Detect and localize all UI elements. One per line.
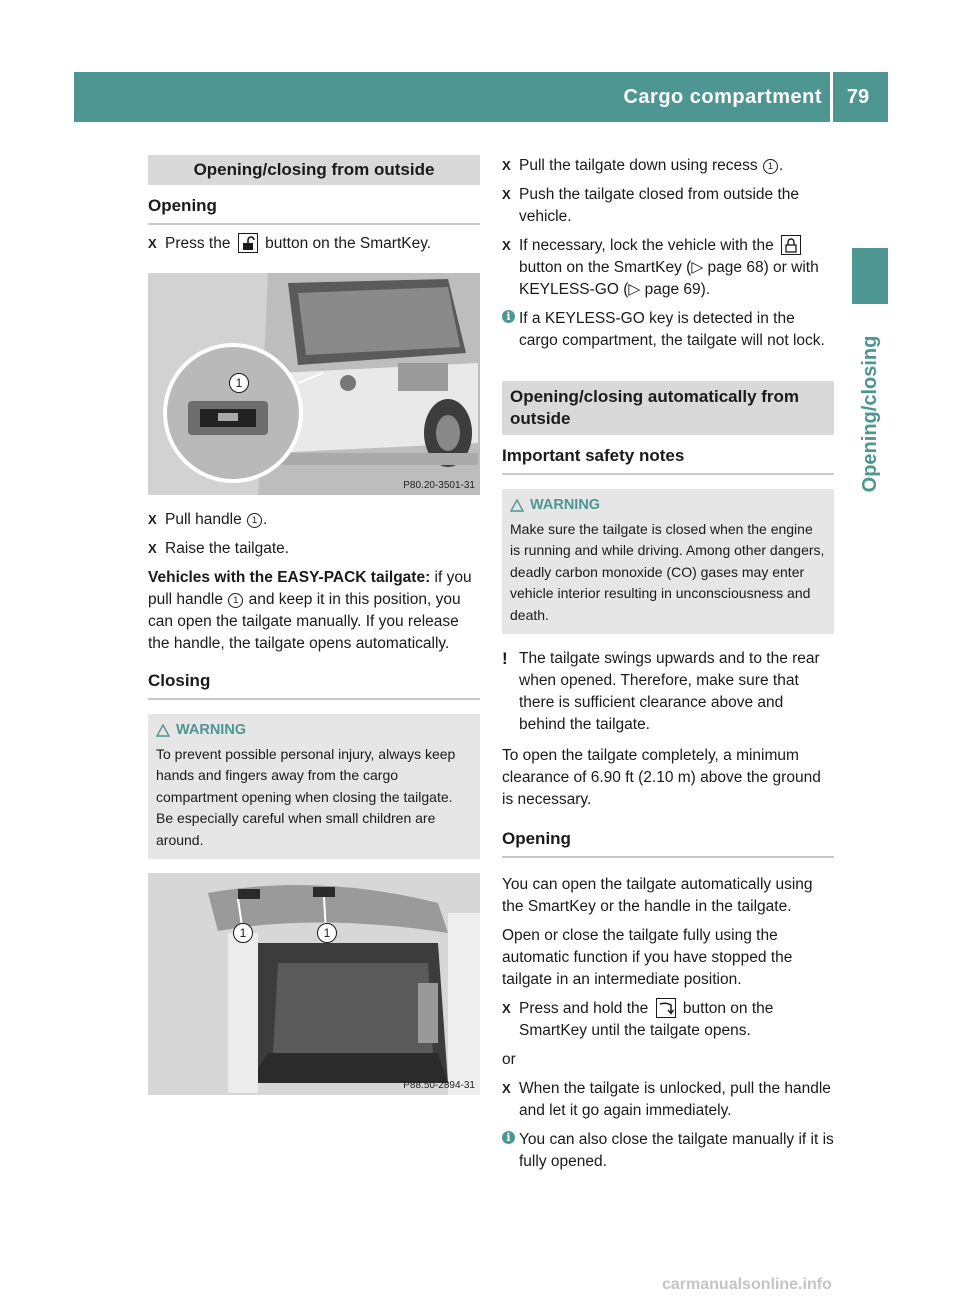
- info-icon: i: [502, 310, 515, 323]
- step-pull-down: X Pull the tailgate down using recess 1 .: [502, 157, 784, 174]
- step-marker: X: [148, 236, 157, 251]
- side-chapter-label: Opening/closing: [859, 335, 881, 493]
- section-title-automatic: Opening/closing automatically from outside: [502, 381, 834, 435]
- caution-icon: !: [502, 649, 508, 668]
- subheading-opening: Opening: [148, 195, 480, 225]
- easy-pack-paragraph: Vehicles with the EASY-PACK tailgate: if you pull handle 1 and keep it in this position, you can open the tailgate manually. If you release the handle, the tailgate opens automatically.: [148, 569, 472, 652]
- callout-1: 1: [247, 513, 262, 528]
- photo-open-tailgate: [148, 873, 480, 1095]
- step-lock-vehicle: X If necessary, lock the vehicle with the button on the SmartKey (▷ page 68) or with KEYLESS-GO (▷ page 69).: [502, 237, 819, 298]
- clearance-paragraph: To open the tailgate completely, a minimum clearance of 6.90 ft (2.10 m) above the ground is necessary.: [502, 747, 821, 808]
- watermark: carmanualsonline.info: [662, 1276, 832, 1293]
- right-column: [502, 155, 834, 1182]
- step-press-hold: X Press and hold the button on the SmartKey until the tailgate opens.: [502, 1000, 774, 1039]
- info-keyless-go: i If a KEYLESS-GO key is detected in the cargo compartment, the tailgate will not lock.: [502, 308, 834, 352]
- warning-box-closing: [148, 714, 480, 859]
- side-tab-marker: [852, 248, 888, 304]
- image-code: P80.20-3501-31: [403, 480, 475, 491]
- step-push-closed: X Push the tailgate closed from outside the vehicle.: [502, 186, 800, 225]
- tailgate-key-icon: [656, 998, 676, 1018]
- info-icon: i: [502, 1131, 515, 1144]
- callout-1-right: 1: [317, 923, 337, 943]
- caution-clearance: ! The tailgate swings upwards and to the rear when opened. Therefore, make sure that there is sufficient clearance above and behind the tailgate.: [502, 649, 820, 733]
- warning-text: To prevent possible personal injury, always keep hands and fingers away from the cargo compartment opening when closing the tailgate. Be especially careful when small children are around.: [156, 745, 456, 848]
- info-close-manually: i You can also close the tailgate manually if it is fully opened.: [502, 1129, 834, 1173]
- warning-box-co: [502, 489, 834, 634]
- header-section-title: Cargo compartment: [623, 86, 822, 108]
- header-separator: [830, 72, 833, 122]
- photo-tailgate-handle: [148, 273, 480, 495]
- warning-triangle-icon: [510, 499, 524, 512]
- open-close-paragraph: Open or close the tailgate fully using the automatic function if you have stopped the tailgate in an intermediate position.: [502, 927, 793, 988]
- open-auto-paragraph: You can open the tailgate automatically using the SmartKey or the handle in the tailgate.: [502, 876, 813, 915]
- warning-text: Make sure the tailgate is closed when the engine is running and while driving. Among other dangers, deadly carbon monoxide (CO) gases may enter vehicle interior resulting in unconsciousness and death.: [510, 520, 825, 623]
- step-pull-handle: X Pull handle 1 .: [148, 511, 268, 528]
- or-text: or: [502, 1051, 516, 1068]
- image-code: P88.50-2894-31: [403, 1080, 475, 1091]
- step-pull-handle-release: X When the tailgate is unlocked, pull the handle and let it go again immediately.: [502, 1080, 831, 1119]
- left-column: [148, 155, 480, 1095]
- subheading-closing: Closing: [148, 670, 480, 700]
- subheading-opening-auto: Opening: [502, 828, 834, 858]
- page-number: 79: [846, 86, 870, 108]
- subheading-safety-notes: Important safety notes: [502, 445, 834, 475]
- callout-1: 1: [229, 373, 249, 393]
- section-title-opening-closing-outside: Opening/closing from outside: [148, 155, 480, 185]
- callout-1: 1: [763, 159, 778, 174]
- warning-header: WARNING: [510, 495, 826, 517]
- warning-triangle-icon: [156, 724, 170, 737]
- callout-1-left: 1: [233, 923, 253, 943]
- unlock-key-icon: [238, 233, 258, 253]
- warning-header: WARNING: [156, 720, 472, 742]
- lock-key-icon: [781, 235, 801, 255]
- step-press-unlock: X Press the button on the SmartKey.: [148, 233, 480, 255]
- step-raise-tailgate: X Raise the tailgate.: [148, 540, 290, 557]
